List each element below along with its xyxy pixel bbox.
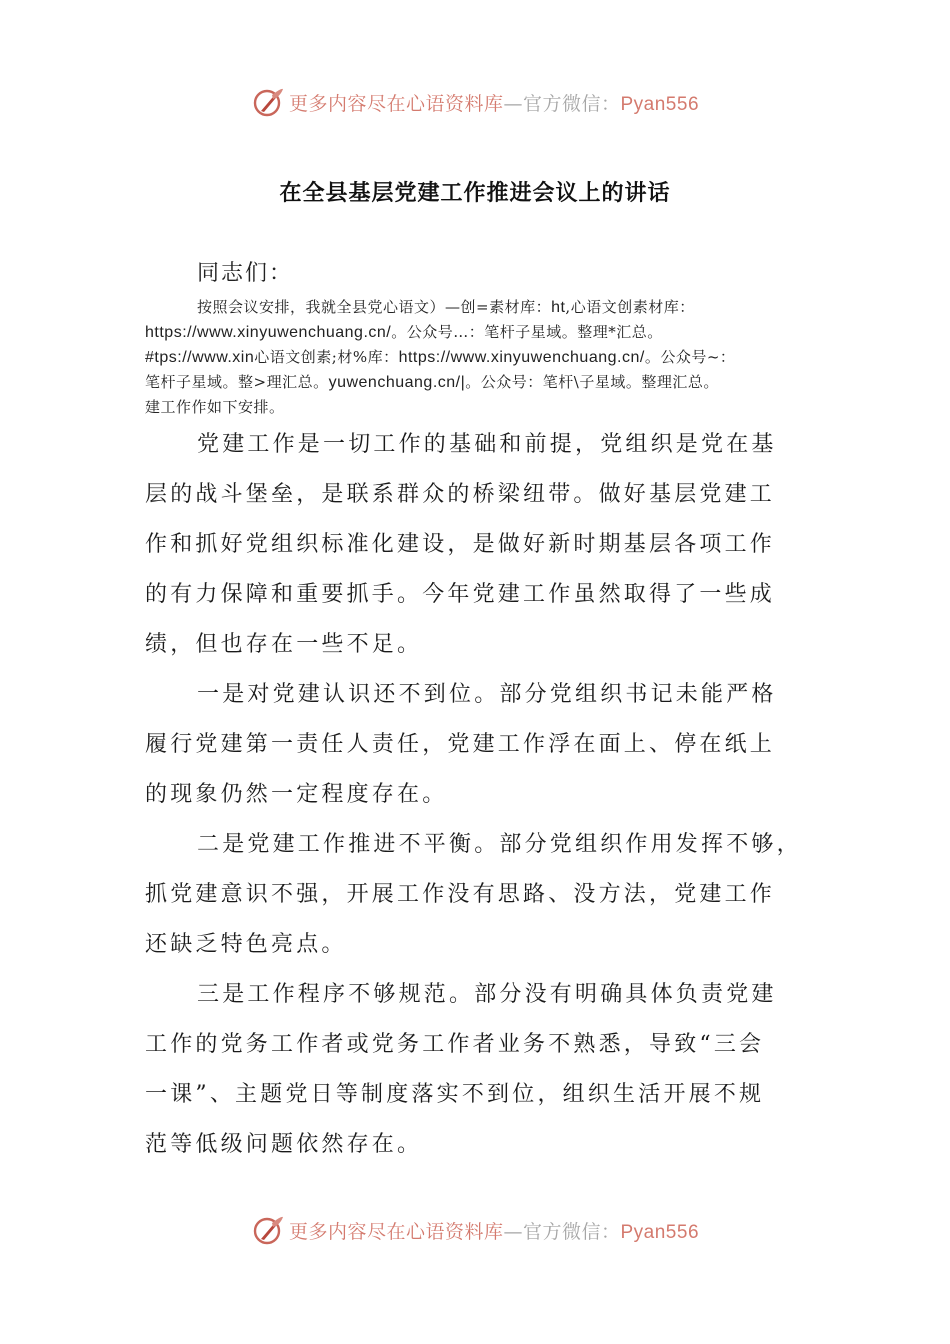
intro-line: #tps://www.xin心语文创素;材%库：https://www.xinyuwenchuang.cn/。公众号~： <box>145 348 736 366</box>
body-line: 绩，但也存在一些不足。 <box>145 632 423 657</box>
body-line: 的有力保障和重要抓手。今年党建工作虽然取得了一些成 <box>145 582 776 607</box>
body-line: 作和抓好党组织标准化建设，是做好新时期基层各项工作 <box>145 532 776 557</box>
intro-paragraph <box>145 295 835 420</box>
greeting: 同志们： <box>197 261 294 286</box>
body-line: 二是党建工作推进不平衡。部分党组织作用发挥不够， <box>197 832 802 857</box>
header-banner <box>0 82 950 122</box>
body-line: 三是工作程序不够规范。部分没有明确具体负责党建 <box>197 982 777 1007</box>
banner-dash: — <box>503 92 523 115</box>
quill-pen-circle-icon <box>251 85 285 119</box>
body-line: 层的战斗堡垒，是联系群众的桥梁纽带。做好基层党建工 <box>145 482 776 507</box>
body-line: 党建工作是一切工作的基础和前提，党组织是党在基 <box>197 432 777 457</box>
body-text <box>145 420 802 1170</box>
body-line: 的现象仍然一定程度存在。 <box>145 782 448 807</box>
intro-line: 建工作作如下安排。 <box>145 398 285 416</box>
banner-main-text: 更多内容尽在心语资料库 <box>288 92 504 115</box>
body-line: 工作的党务工作者或党务工作者业务不熟悉，导致“三会 <box>145 1032 765 1057</box>
body-line: 履行党建第一责任人责任，党建工作浮在面上、停在纸上 <box>145 732 776 757</box>
document-title: 在全县基层党建工作推进会议上的讲话 <box>279 181 671 206</box>
banner-wechat-label: 官方微信： <box>522 1220 621 1243</box>
banner-wechat-label: 官方微信： <box>522 92 621 115</box>
intro-line: 按照会议安排，我就全县党心语文）—创=素材库：ht,心语文创素材库： <box>197 298 695 316</box>
body-line: 抓党建意识不强，开展工作没有思路、没方法，党建工作 <box>145 882 776 907</box>
banner-main-text: 更多内容尽在心语资料库 <box>288 1220 504 1243</box>
body-line: 范等低级问题依然存在。 <box>145 1132 423 1157</box>
intro-line: https://www.xinyuwenchuang.cn/。公众号…：笔杆子星域。整理*汇总。 <box>145 323 663 341</box>
banner-wechat-id: Pyan556 <box>620 93 700 115</box>
banner-dash: — <box>503 1220 523 1243</box>
intro-line: 笔杆子星域。整>理汇总。yuwenchuang.cn/|。公众号：笔杆\子星域。整理汇总。 <box>145 373 719 391</box>
quill-pen-circle-icon <box>251 1213 285 1247</box>
body-line: 一是对党建认识还不到位。部分党组织书记未能严格 <box>197 682 777 707</box>
banner-wechat-id: Pyan556 <box>620 1221 700 1243</box>
footer-banner <box>0 1210 950 1250</box>
body-line: 还缺乏特色亮点。 <box>145 932 347 957</box>
body-line: 一课”、主题党日等制度落实不到位，组织生活开展不规 <box>145 1082 765 1107</box>
